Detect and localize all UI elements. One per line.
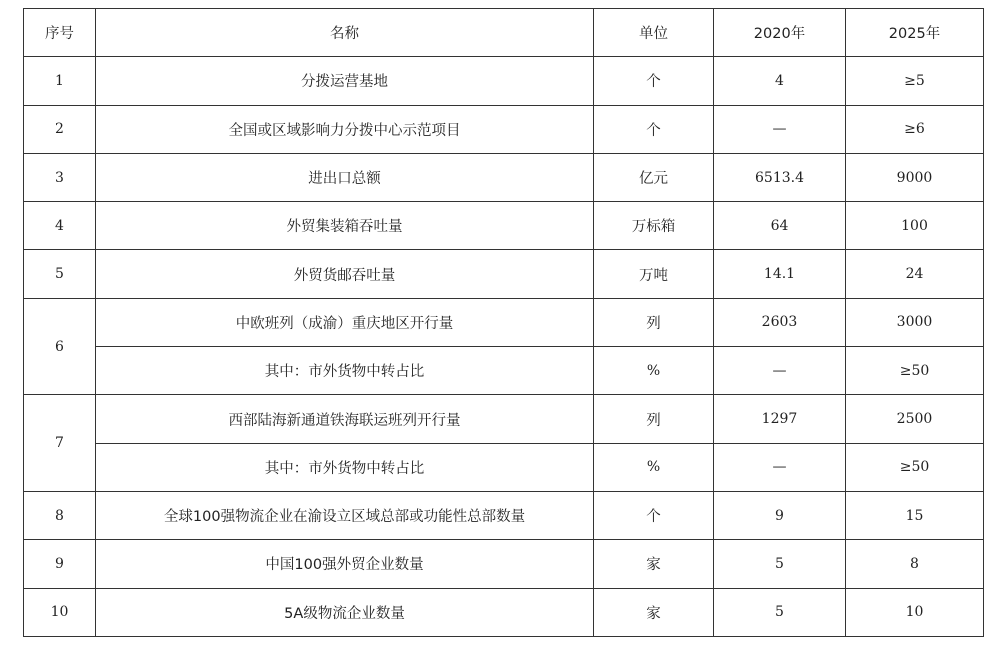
row-unit: 个 xyxy=(594,57,714,105)
row-2020: 4 xyxy=(714,57,846,105)
row-no: 9 xyxy=(24,540,96,588)
header-no: 序号 xyxy=(24,9,96,57)
row-no: 7 xyxy=(24,395,96,492)
row-unit: 家 xyxy=(594,588,714,636)
row-unit: 万吨 xyxy=(594,250,714,298)
row-no: 3 xyxy=(24,153,96,201)
row-no: 4 xyxy=(24,202,96,250)
row-unit: 万标箱 xyxy=(594,202,714,250)
table-row xyxy=(24,153,984,201)
subrow-unit: % xyxy=(594,443,714,491)
subrow-name: 其中：市外货物中转占比 xyxy=(96,443,594,491)
subrow-2020: — xyxy=(714,443,846,491)
row-name: 全国或区域影响力分拨中心示范项目 xyxy=(96,105,594,153)
row-no: 6 xyxy=(24,298,96,395)
row-2020: — xyxy=(714,105,846,153)
table-row xyxy=(24,298,984,346)
row-2020: 5 xyxy=(714,540,846,588)
row-2020: 1297 xyxy=(714,395,846,443)
row-unit: 列 xyxy=(594,298,714,346)
row-2025: 2500 xyxy=(846,395,984,443)
subrow-2025: ≥50 xyxy=(846,347,984,395)
header-unit: 单位 xyxy=(594,9,714,57)
row-name: 中国100强外贸企业数量 xyxy=(96,540,594,588)
row-name: 外贸货邮吞吐量 xyxy=(96,250,594,298)
header-2025: 2025年 xyxy=(846,9,984,57)
header-name: 名称 xyxy=(96,9,594,57)
row-unit: 个 xyxy=(594,105,714,153)
row-name: 外贸集装箱吞吐量 xyxy=(96,202,594,250)
table-subrow xyxy=(24,443,984,491)
subrow-2025: ≥50 xyxy=(846,443,984,491)
table-row xyxy=(24,491,984,539)
row-name: 进出口总额 xyxy=(96,153,594,201)
row-2025: 10 xyxy=(846,588,984,636)
table-row xyxy=(24,105,984,153)
header-2020: 2020年 xyxy=(714,9,846,57)
table-row xyxy=(24,588,984,636)
table-row xyxy=(24,57,984,105)
row-name: 西部陆海新通道铁海联运班列开行量 xyxy=(96,395,594,443)
row-no: 8 xyxy=(24,491,96,539)
row-unit: 列 xyxy=(594,395,714,443)
row-name: 5A级物流企业数量 xyxy=(96,588,594,636)
row-name: 全球100强物流企业在渝设立区域总部或功能性总部数量 xyxy=(96,491,594,539)
row-2025: 24 xyxy=(846,250,984,298)
row-2025: 100 xyxy=(846,202,984,250)
row-no: 5 xyxy=(24,250,96,298)
subrow-unit: % xyxy=(594,347,714,395)
row-2025: 15 xyxy=(846,491,984,539)
row-name: 分拨运营基地 xyxy=(96,57,594,105)
table-row xyxy=(24,250,984,298)
table-row xyxy=(24,540,984,588)
indicator-table xyxy=(23,8,984,637)
row-2020: 2603 xyxy=(714,298,846,346)
row-2020: 9 xyxy=(714,491,846,539)
subrow-name: 其中：市外货物中转占比 xyxy=(96,347,594,395)
row-no: 10 xyxy=(24,588,96,636)
row-name: 中欧班列（成渝）重庆地区开行量 xyxy=(96,298,594,346)
row-2020: 64 xyxy=(714,202,846,250)
row-2025: 9000 xyxy=(846,153,984,201)
row-2020: 6513.4 xyxy=(714,153,846,201)
row-no: 1 xyxy=(24,57,96,105)
row-2020: 5 xyxy=(714,588,846,636)
table-header-row xyxy=(24,9,984,57)
row-2025: ≥6 xyxy=(846,105,984,153)
row-no: 2 xyxy=(24,105,96,153)
table-row xyxy=(24,202,984,250)
table-row xyxy=(24,395,984,443)
row-2025: ≥5 xyxy=(846,57,984,105)
row-2025: 8 xyxy=(846,540,984,588)
row-unit: 个 xyxy=(594,491,714,539)
data-table-container xyxy=(23,8,983,636)
row-unit: 家 xyxy=(594,540,714,588)
row-2020: 14.1 xyxy=(714,250,846,298)
row-2025: 3000 xyxy=(846,298,984,346)
table-subrow xyxy=(24,347,984,395)
subrow-2020: — xyxy=(714,347,846,395)
row-unit: 亿元 xyxy=(594,153,714,201)
